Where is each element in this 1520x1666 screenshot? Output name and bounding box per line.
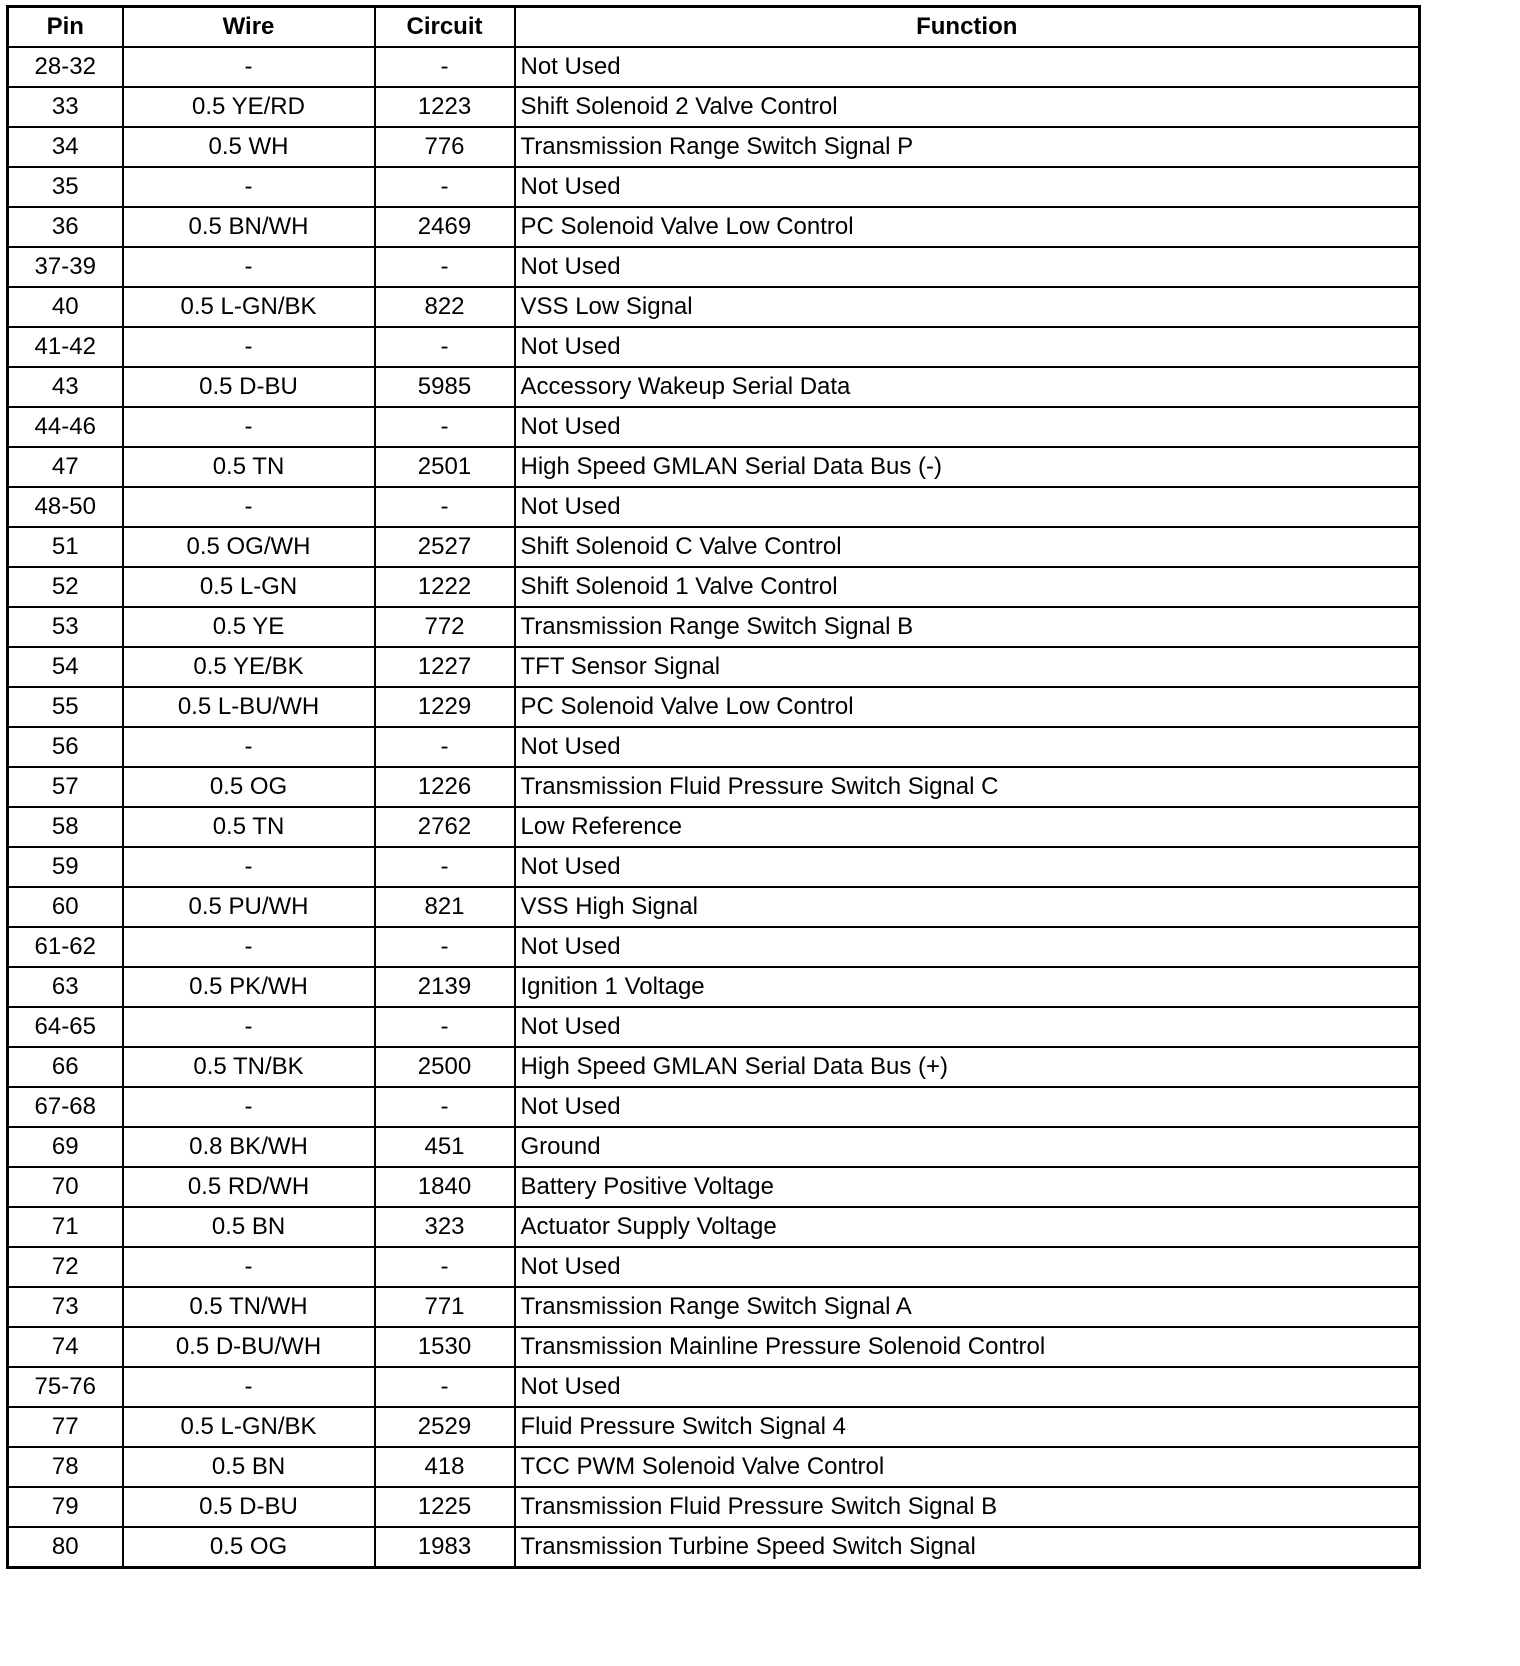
- pin-cell: 47: [8, 447, 123, 487]
- wire-cell: -: [123, 1007, 375, 1047]
- circuit-cell: 1227: [375, 647, 515, 687]
- function-cell: Shift Solenoid C Valve Control: [515, 527, 1420, 567]
- table-row: [8, 447, 1420, 487]
- pinout-table: [6, 5, 1421, 1569]
- circuit-cell: 1983: [375, 1527, 515, 1568]
- table-row: [8, 407, 1420, 447]
- table-row: [8, 367, 1420, 407]
- wire-cell: 0.5 TN: [123, 807, 375, 847]
- table-row: [8, 327, 1420, 367]
- function-cell: TFT Sensor Signal: [515, 647, 1420, 687]
- wire-cell: 0.5 L-BU/WH: [123, 687, 375, 727]
- function-cell: Fluid Pressure Switch Signal 4: [515, 1407, 1420, 1447]
- pin-cell: 66: [8, 1047, 123, 1087]
- circuit-cell: 1530: [375, 1327, 515, 1367]
- wire-cell: 0.5 PU/WH: [123, 887, 375, 927]
- header-circuit: Circuit: [375, 7, 515, 48]
- circuit-cell: -: [375, 1367, 515, 1407]
- pin-cell: 80: [8, 1527, 123, 1568]
- circuit-cell: 2501: [375, 447, 515, 487]
- circuit-cell: 2500: [375, 1047, 515, 1087]
- circuit-cell: 771: [375, 1287, 515, 1327]
- table-row: [8, 1247, 1420, 1287]
- table-row: [8, 47, 1420, 87]
- pin-cell: 74: [8, 1327, 123, 1367]
- wire-cell: 0.5 RD/WH: [123, 1167, 375, 1207]
- function-cell: Transmission Range Switch Signal B: [515, 607, 1420, 647]
- table-row: [8, 1487, 1420, 1527]
- pin-cell: 28-32: [8, 47, 123, 87]
- header-row: [8, 7, 1420, 48]
- table-row: [8, 767, 1420, 807]
- function-cell: Not Used: [515, 327, 1420, 367]
- circuit-cell: 2469: [375, 207, 515, 247]
- function-cell: Transmission Fluid Pressure Switch Signal C: [515, 767, 1420, 807]
- function-cell: Not Used: [515, 847, 1420, 887]
- function-cell: Transmission Mainline Pressure Solenoid Control: [515, 1327, 1420, 1367]
- pin-cell: 56: [8, 727, 123, 767]
- circuit-cell: 451: [375, 1127, 515, 1167]
- wire-cell: -: [123, 327, 375, 367]
- table-row: [8, 1527, 1420, 1568]
- wire-cell: 0.5 BN: [123, 1207, 375, 1247]
- table-row: [8, 967, 1420, 1007]
- function-cell: VSS High Signal: [515, 887, 1420, 927]
- function-cell: Not Used: [515, 1087, 1420, 1127]
- wire-cell: -: [123, 1247, 375, 1287]
- wire-cell: 0.5 WH: [123, 127, 375, 167]
- pin-cell: 43: [8, 367, 123, 407]
- table-row: [8, 727, 1420, 767]
- circuit-cell: -: [375, 847, 515, 887]
- circuit-cell: 1225: [375, 1487, 515, 1527]
- table-row: [8, 1207, 1420, 1247]
- wire-cell: 0.5 D-BU/WH: [123, 1327, 375, 1367]
- pin-cell: 77: [8, 1407, 123, 1447]
- table-row: [8, 207, 1420, 247]
- pin-cell: 34: [8, 127, 123, 167]
- circuit-cell: -: [375, 247, 515, 287]
- pin-cell: 54: [8, 647, 123, 687]
- circuit-cell: 2527: [375, 527, 515, 567]
- table-row: [8, 927, 1420, 967]
- wire-cell: -: [123, 847, 375, 887]
- function-cell: Not Used: [515, 927, 1420, 967]
- function-cell: Transmission Range Switch Signal P: [515, 127, 1420, 167]
- wire-cell: 0.5 TN: [123, 447, 375, 487]
- pin-cell: 51: [8, 527, 123, 567]
- circuit-cell: 5985: [375, 367, 515, 407]
- circuit-cell: 1229: [375, 687, 515, 727]
- wire-cell: 0.5 PK/WH: [123, 967, 375, 1007]
- pin-cell: 78: [8, 1447, 123, 1487]
- circuit-cell: 2139: [375, 967, 515, 1007]
- pin-cell: 33: [8, 87, 123, 127]
- pin-cell: 75-76: [8, 1367, 123, 1407]
- table-row: [8, 1447, 1420, 1487]
- function-cell: Shift Solenoid 2 Valve Control: [515, 87, 1420, 127]
- circuit-cell: 822: [375, 287, 515, 327]
- table-row: [8, 1127, 1420, 1167]
- function-cell: Low Reference: [515, 807, 1420, 847]
- pin-cell: 73: [8, 1287, 123, 1327]
- wire-cell: 0.5 YE/BK: [123, 647, 375, 687]
- table-row: [8, 527, 1420, 567]
- wire-cell: 0.5 L-GN/BK: [123, 287, 375, 327]
- pin-cell: 67-68: [8, 1087, 123, 1127]
- wire-cell: -: [123, 727, 375, 767]
- pin-cell: 63: [8, 967, 123, 1007]
- pin-cell: 70: [8, 1167, 123, 1207]
- pin-cell: 37-39: [8, 247, 123, 287]
- function-cell: Ignition 1 Voltage: [515, 967, 1420, 1007]
- table-row: [8, 687, 1420, 727]
- pin-cell: 60: [8, 887, 123, 927]
- circuit-cell: -: [375, 1247, 515, 1287]
- pin-cell: 53: [8, 607, 123, 647]
- circuit-cell: 772: [375, 607, 515, 647]
- pin-cell: 40: [8, 287, 123, 327]
- pin-cell: 58: [8, 807, 123, 847]
- pin-cell: 72: [8, 1247, 123, 1287]
- circuit-cell: -: [375, 167, 515, 207]
- function-cell: Accessory Wakeup Serial Data: [515, 367, 1420, 407]
- wire-cell: 0.5 YE: [123, 607, 375, 647]
- table-row: [8, 1287, 1420, 1327]
- circuit-cell: -: [375, 1007, 515, 1047]
- function-cell: High Speed GMLAN Serial Data Bus (-): [515, 447, 1420, 487]
- wire-cell: -: [123, 487, 375, 527]
- circuit-cell: -: [375, 727, 515, 767]
- function-cell: Actuator Supply Voltage: [515, 1207, 1420, 1247]
- circuit-cell: 418: [375, 1447, 515, 1487]
- function-cell: High Speed GMLAN Serial Data Bus (+): [515, 1047, 1420, 1087]
- wire-cell: -: [123, 167, 375, 207]
- wire-cell: -: [123, 927, 375, 967]
- function-cell: Not Used: [515, 1007, 1420, 1047]
- circuit-cell: 2529: [375, 1407, 515, 1447]
- function-cell: TCC PWM Solenoid Valve Control: [515, 1447, 1420, 1487]
- function-cell: Not Used: [515, 487, 1420, 527]
- wire-cell: -: [123, 247, 375, 287]
- function-cell: PC Solenoid Valve Low Control: [515, 207, 1420, 247]
- function-cell: Not Used: [515, 1367, 1420, 1407]
- function-cell: Not Used: [515, 1247, 1420, 1287]
- function-cell: Transmission Range Switch Signal A: [515, 1287, 1420, 1327]
- wire-cell: -: [123, 47, 375, 87]
- wire-cell: 0.5 TN/BK: [123, 1047, 375, 1087]
- table-row: [8, 1407, 1420, 1447]
- pin-cell: 35: [8, 167, 123, 207]
- function-cell: Not Used: [515, 407, 1420, 447]
- wire-cell: -: [123, 1087, 375, 1127]
- wire-cell: 0.5 BN/WH: [123, 207, 375, 247]
- table-row: [8, 647, 1420, 687]
- table-row: [8, 1007, 1420, 1047]
- table-row: [8, 127, 1420, 167]
- pin-cell: 41-42: [8, 327, 123, 367]
- circuit-cell: -: [375, 927, 515, 967]
- header-function: Function: [515, 7, 1420, 48]
- pin-cell: 79: [8, 1487, 123, 1527]
- wire-cell: 0.5 D-BU: [123, 367, 375, 407]
- wire-cell: 0.5 OG: [123, 1527, 375, 1568]
- circuit-cell: -: [375, 407, 515, 447]
- function-cell: Battery Positive Voltage: [515, 1167, 1420, 1207]
- table-row: [8, 1167, 1420, 1207]
- table-row: [8, 807, 1420, 847]
- circuit-cell: 1226: [375, 767, 515, 807]
- wire-cell: 0.5 OG/WH: [123, 527, 375, 567]
- wire-cell: 0.5 YE/RD: [123, 87, 375, 127]
- wire-cell: 0.5 OG: [123, 767, 375, 807]
- wire-cell: 0.5 L-GN: [123, 567, 375, 607]
- function-cell: Shift Solenoid 1 Valve Control: [515, 567, 1420, 607]
- function-cell: PC Solenoid Valve Low Control: [515, 687, 1420, 727]
- function-cell: Not Used: [515, 47, 1420, 87]
- function-cell: Not Used: [515, 247, 1420, 287]
- pin-cell: 36: [8, 207, 123, 247]
- function-cell: Transmission Fluid Pressure Switch Signal B: [515, 1487, 1420, 1527]
- circuit-cell: -: [375, 1087, 515, 1127]
- function-cell: Not Used: [515, 727, 1420, 767]
- pin-cell: 57: [8, 767, 123, 807]
- circuit-cell: 2762: [375, 807, 515, 847]
- circuit-cell: 1840: [375, 1167, 515, 1207]
- circuit-cell: -: [375, 327, 515, 367]
- wire-cell: 0.5 TN/WH: [123, 1287, 375, 1327]
- table-row: [8, 1327, 1420, 1367]
- table-row: [8, 247, 1420, 287]
- pin-cell: 44-46: [8, 407, 123, 447]
- table-row: [8, 167, 1420, 207]
- table-row: [8, 887, 1420, 927]
- wire-cell: 0.5 L-GN/BK: [123, 1407, 375, 1447]
- wire-cell: -: [123, 407, 375, 447]
- table-row: [8, 567, 1420, 607]
- table-row: [8, 487, 1420, 527]
- pin-cell: 61-62: [8, 927, 123, 967]
- circuit-cell: 323: [375, 1207, 515, 1247]
- circuit-cell: -: [375, 47, 515, 87]
- pin-cell: 64-65: [8, 1007, 123, 1047]
- table-row: [8, 1087, 1420, 1127]
- pin-cell: 59: [8, 847, 123, 887]
- pin-cell: 55: [8, 687, 123, 727]
- circuit-cell: -: [375, 487, 515, 527]
- table-body: [8, 47, 1420, 1568]
- wire-cell: 0.8 BK/WH: [123, 1127, 375, 1167]
- circuit-cell: 1222: [375, 567, 515, 607]
- pin-cell: 69: [8, 1127, 123, 1167]
- table-row: [8, 1367, 1420, 1407]
- wire-cell: -: [123, 1367, 375, 1407]
- function-cell: Transmission Turbine Speed Switch Signal: [515, 1527, 1420, 1568]
- table-row: [8, 607, 1420, 647]
- table-row: [8, 87, 1420, 127]
- table-row: [8, 847, 1420, 887]
- function-cell: Ground: [515, 1127, 1420, 1167]
- circuit-cell: 776: [375, 127, 515, 167]
- header-pin: Pin: [8, 7, 123, 48]
- header-wire: Wire: [123, 7, 375, 48]
- circuit-cell: 821: [375, 887, 515, 927]
- wire-cell: 0.5 D-BU: [123, 1487, 375, 1527]
- function-cell: VSS Low Signal: [515, 287, 1420, 327]
- function-cell: Not Used: [515, 167, 1420, 207]
- table-row: [8, 1047, 1420, 1087]
- pin-cell: 48-50: [8, 487, 123, 527]
- wire-cell: 0.5 BN: [123, 1447, 375, 1487]
- pin-cell: 71: [8, 1207, 123, 1247]
- circuit-cell: 1223: [375, 87, 515, 127]
- table-row: [8, 287, 1420, 327]
- pin-cell: 52: [8, 567, 123, 607]
